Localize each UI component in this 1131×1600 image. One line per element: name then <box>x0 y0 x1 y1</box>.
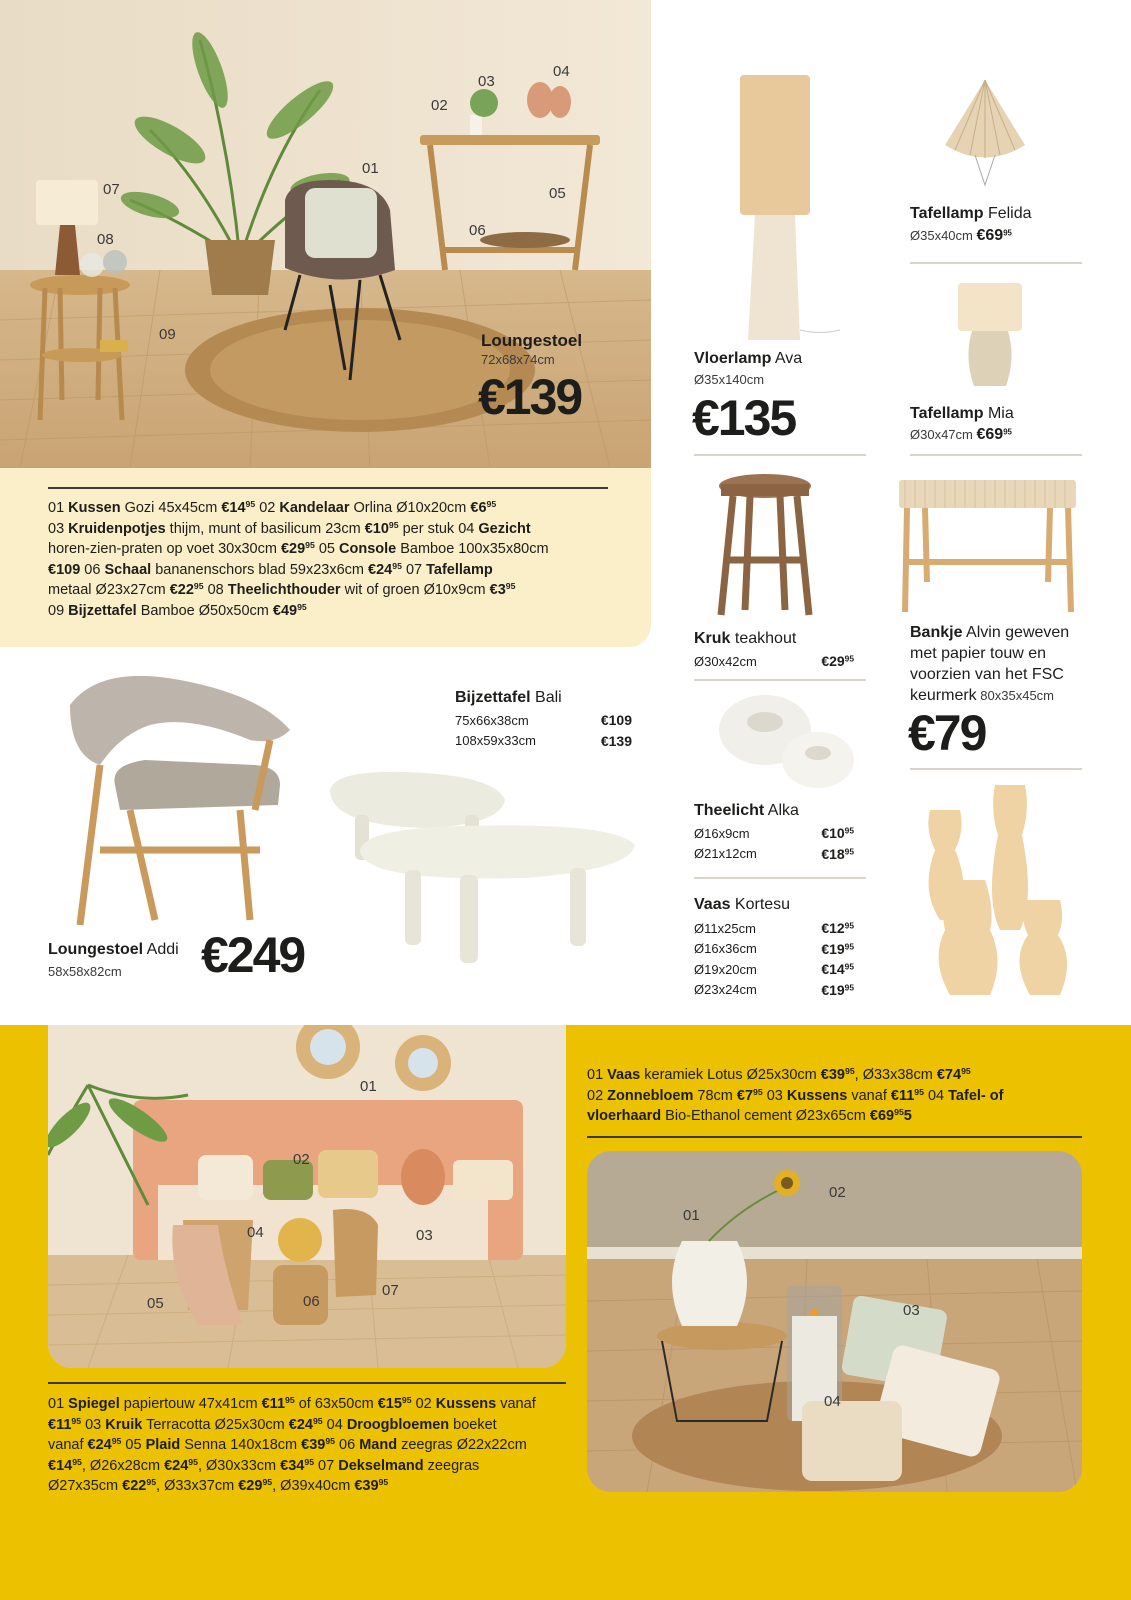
bottom-left-caption-text: 07 <box>314 1457 339 1474</box>
top-caption-text: 09 <box>48 602 69 619</box>
bottom-left-caption-price-cents: 95 <box>325 1436 336 1447</box>
mia-dims <box>910 426 1012 444</box>
top-caption-text: Orlina Ø10x20cm <box>349 500 471 516</box>
vaas-row-dim: Ø11x25cm <box>694 920 756 936</box>
theelicht-divider <box>694 877 866 879</box>
loungestoel-title: Loungestoel <box>481 331 583 350</box>
top-caption-text: horen-zien-praten op voet 30x30cm <box>48 541 281 558</box>
addi-title-bold: Loungestoel <box>48 941 144 958</box>
bottom-left-caption-text: Terracotta Ø25x30cm <box>142 1416 289 1433</box>
bottom-left-caption-bold-text: €24 <box>87 1437 112 1454</box>
felida-title-bold: Tafellamp <box>910 205 984 222</box>
bottom-left-caption-bold-text: Dekselmand <box>338 1457 424 1474</box>
theelicht-row-cents: 95 <box>844 825 854 836</box>
hero-number-03: 03 <box>478 73 495 90</box>
bottom-left-caption-line <box>48 1476 578 1497</box>
top-caption-divider <box>48 487 608 489</box>
hero-number-06: 06 <box>469 222 486 239</box>
theelicht-row <box>694 823 854 844</box>
top-caption-text: 03 <box>48 520 69 537</box>
bottom-left-caption-text: zeegras <box>423 1457 480 1474</box>
bl-number-04: 04 <box>247 1224 264 1241</box>
hero-number-02: 02 <box>431 97 448 114</box>
theelicht-row-dim: Ø21x12cm <box>694 846 757 862</box>
top-caption-text: Bamboe Ø50x50cm <box>136 602 273 619</box>
vloerlamp-divider <box>694 454 866 456</box>
top-caption-bold-text: Tafellamp <box>426 561 493 578</box>
top-caption-bold-text: Bijzettafel <box>68 602 137 619</box>
bottom-left-caption-bold-text: €39 <box>354 1478 379 1495</box>
top-caption-bold-text: Schaal <box>104 561 152 578</box>
top-caption-text: 07 <box>401 561 427 578</box>
bottom-left-caption-bold-text: Mand <box>359 1437 398 1454</box>
vaas-row-price: €12 <box>821 920 845 937</box>
vloerlamp-title <box>694 350 802 368</box>
bottom-left-caption-line <box>48 1394 578 1415</box>
addi-title-rest: Addi <box>143 941 179 958</box>
bottom-left-caption-price-cents: 95 <box>72 1457 82 1467</box>
vaas-row <box>694 918 854 939</box>
bottom-left-divider <box>48 1382 566 1384</box>
bottom-left-caption-bold-text: €15 <box>377 1396 402 1412</box>
mia-title <box>910 405 1014 423</box>
top-caption-bold-text: €49 <box>272 602 298 619</box>
bottom-right-caption-line <box>587 1106 1087 1127</box>
vloerlamp-dims: Ø35x140cm <box>694 372 765 387</box>
bottom-left-caption-line <box>48 1435 578 1456</box>
bottom-left-caption-line <box>48 1415 578 1436</box>
top-caption-text: 08 <box>203 582 228 599</box>
bottom-right-caption-bold-text: €69 <box>869 1108 895 1125</box>
kruk-title-rest: teakhout <box>730 630 797 647</box>
bottom-left-caption-text: of 63x50cm <box>294 1396 378 1412</box>
addi-dims: 58x58x82cm <box>48 964 122 979</box>
top-caption-bold-text: Kussen <box>68 500 121 516</box>
bottom-right-caption-price-cents: 95 <box>914 1086 924 1097</box>
felida-title <box>910 205 1032 223</box>
theelicht-row-cents: 95 <box>844 846 854 857</box>
felida-dims <box>910 227 1012 245</box>
top-caption-text: Bamboe 100x35x80cm <box>396 541 549 558</box>
top-caption-text: 01 <box>48 500 69 516</box>
top-caption-price-cents: 95 <box>486 499 497 510</box>
kruk-title <box>694 630 796 648</box>
bottom-left-caption-bold-text: €29 <box>238 1478 263 1495</box>
mia-title-rest: Mia <box>983 405 1014 422</box>
bankje-title-rest: Alvin geweven met papier touw en voorzien van het FSC keurmerk <box>910 624 1070 704</box>
theelicht-image <box>710 690 860 795</box>
bottom-right-caption-bold-text: vloerhaard <box>587 1108 662 1125</box>
bottom-right-caption-text: Bio-Ethanol cement Ø23x65cm <box>661 1108 870 1125</box>
top-caption-bold-text: Kandelaar <box>279 500 350 516</box>
bottom-left-caption-price-cents: 95 <box>262 1477 273 1488</box>
vaas-row-dim: Ø16x36cm <box>694 941 757 957</box>
top-caption-line <box>48 498 628 519</box>
top-caption-bold-text: Gezicht <box>478 520 531 537</box>
bottom-right-caption-text: vanaf <box>847 1087 891 1104</box>
vaas-row-price: €19 <box>821 940 845 957</box>
bottom-right-caption-line <box>587 1086 1087 1107</box>
bottom-left-caption-bold-text: €22 <box>122 1478 147 1495</box>
vaas-title-rest: Kortesu <box>730 896 791 913</box>
bottom-left-caption-bold-text: €14 <box>48 1457 73 1474</box>
bottom-left-caption-bold-text: €11 <box>48 1416 72 1433</box>
mia-dims-text: Ø30x47cm <box>910 427 973 442</box>
bali-row-dim: 108x59x33cm <box>455 733 536 749</box>
bottom-right-caption-bold-text: 5 <box>903 1108 912 1125</box>
theelicht-row <box>694 844 854 865</box>
vaas-row-price: €14 <box>821 961 845 978</box>
bottom-right-caption-bold-text: €39 <box>820 1067 845 1083</box>
felida-price: €69 <box>976 227 1004 244</box>
vaas-row-price: €19 <box>821 981 845 998</box>
vaas-row <box>694 939 854 960</box>
bottom-left-caption-bold-text: €34 <box>280 1457 305 1474</box>
kruk-title-bold: Kruk <box>694 630 731 647</box>
bottom-left-caption-text: 03 <box>81 1416 106 1433</box>
top-caption-text: 06 <box>80 561 105 578</box>
bottom-left-caption-bold-text: €39 <box>301 1437 326 1454</box>
bottom-right-caption-bold-text: Tafel- of <box>948 1087 1004 1104</box>
top-product-caption <box>48 498 628 622</box>
bottom-left-caption-price-cents: 95 <box>312 1415 323 1426</box>
felida-image <box>935 75 1035 195</box>
theelicht-row-price: €10 <box>821 825 845 842</box>
bl-number-06: 06 <box>303 1293 320 1310</box>
bottom-left-caption-text: 02 <box>411 1396 436 1412</box>
bankje-title <box>910 622 1100 706</box>
bottom-right-caption-bold-text: Zonnebloem <box>607 1087 694 1104</box>
bottom-right-caption-text: , Ø33x38cm <box>854 1067 937 1083</box>
top-caption-bold-text: €3 <box>489 582 506 599</box>
vaas-row-dim: Ø19x20cm <box>694 961 757 977</box>
bali-price-list <box>455 710 632 751</box>
bottom-left-caption-text: Senna 140x18cm <box>180 1437 302 1454</box>
bl-number-07: 07 <box>382 1282 399 1299</box>
bankje-dims: 80x35x45cm <box>976 688 1055 703</box>
bali-row <box>455 710 632 731</box>
bottom-right-caption-bold-text: €11 <box>890 1087 915 1104</box>
bali-row-dim: 75x66x38cm <box>455 712 529 728</box>
bottom-right-caption-bold-text: Kussens <box>786 1087 848 1104</box>
bottom-right-caption-text: keramiek Lotus Ø25x30cm <box>640 1067 821 1083</box>
bottom-left-caption-text: , Ø26x28cm <box>81 1457 165 1474</box>
hero-number-04: 04 <box>553 63 570 80</box>
loungestoel-price: €139 <box>478 369 582 425</box>
bali-row-price: €109 <box>600 712 632 729</box>
top-caption-text: 05 <box>314 541 340 558</box>
bali-title-rest: Bali <box>530 689 562 706</box>
top-caption-line <box>48 539 628 560</box>
vaas-row-cents: 95 <box>844 941 854 952</box>
top-caption-line <box>48 519 628 540</box>
addi-chair-image <box>60 670 300 930</box>
top-caption-bold-text: €24 <box>368 561 393 578</box>
hero-number-07: 07 <box>103 181 120 198</box>
top-caption-bold-text: Theelichthouder <box>227 582 341 599</box>
vloerlamp-title-bold: Vloerlamp <box>694 350 772 367</box>
top-caption-bold-text: €14 <box>221 500 246 516</box>
theelicht-row-price: €18 <box>821 845 845 862</box>
top-caption-price-cents: 95 <box>297 602 307 613</box>
vloerlamp-price: €135 <box>692 390 796 446</box>
bottom-left-photo <box>48 1025 566 1368</box>
br-number-04: 04 <box>824 1393 841 1410</box>
vaas-image <box>910 780 1080 1005</box>
top-caption-bold-text: €22 <box>169 582 194 599</box>
top-caption-text: 02 <box>255 500 280 516</box>
bali-title <box>455 689 562 707</box>
bl-number-02: 02 <box>293 1151 310 1168</box>
addi-title <box>48 941 179 959</box>
bottom-right-caption-text: 78cm <box>693 1087 737 1104</box>
bankje-title-bold: Bankje <box>910 624 963 641</box>
bottom-left-caption-bold-text: €11 <box>261 1396 286 1412</box>
bottom-left-caption-price-cents: 95 <box>188 1457 198 1467</box>
bottom-right-caption <box>587 1065 1087 1127</box>
felida-divider <box>910 262 1082 264</box>
bottom-right-caption-price-cents: 95 <box>844 1066 855 1077</box>
mia-divider <box>910 454 1082 456</box>
top-caption-price-cents: 95 <box>392 561 402 571</box>
top-caption-price-cents: 95 <box>388 519 399 530</box>
bottom-left-caption-text: , Ø30x33cm <box>197 1457 281 1474</box>
top-caption-text: metaal Ø23x27cm <box>48 582 170 599</box>
bali-tables-image <box>325 770 640 970</box>
top-caption-line <box>48 601 628 622</box>
br-number-02: 02 <box>829 1184 846 1201</box>
kruk-divider <box>694 679 866 681</box>
top-caption-bold-text: €109 <box>48 561 81 578</box>
bottom-right-divider <box>587 1136 1082 1138</box>
vaas-row-cents: 95 <box>844 961 854 972</box>
bottom-right-caption-text: 03 <box>762 1087 787 1104</box>
vaas-row-dim: Ø23x24cm <box>694 982 757 998</box>
bottom-left-caption-text: vanaf <box>496 1396 536 1412</box>
bottom-left-caption-text: 05 <box>121 1437 146 1454</box>
br-number-03: 03 <box>903 1302 920 1319</box>
hero-number-01: 01 <box>362 160 379 177</box>
vaas-row <box>694 980 854 1001</box>
bottom-right-caption-text: 04 <box>923 1087 949 1104</box>
bankje-divider <box>910 768 1082 770</box>
top-caption-price-cents: 95 <box>245 499 256 510</box>
top-caption-line <box>48 560 628 581</box>
vaas-row <box>694 959 854 980</box>
bali-row <box>455 731 632 752</box>
bottom-left-caption-text: 04 <box>322 1416 347 1433</box>
theelicht-row-dim: Ø16x9cm <box>694 825 750 841</box>
bottom-left-caption-bold-text: Kussens <box>435 1396 497 1412</box>
bottom-left-caption-price-cents: 95 <box>401 1395 412 1406</box>
hero-number-08: 08 <box>97 231 114 248</box>
bali-row-price: €139 <box>600 732 632 749</box>
bottom-right-caption-price-cents: 95 <box>894 1107 904 1118</box>
bottom-left-caption-text: papiertouw 47x41cm <box>119 1396 262 1412</box>
bottom-left-caption-text: vanaf <box>48 1437 88 1454</box>
theelicht-title <box>694 802 799 820</box>
bottom-right-photo <box>587 1151 1082 1492</box>
felida-title-rest: Felida <box>983 205 1032 222</box>
bottom-right-caption-bold-text: €7 <box>736 1087 754 1104</box>
mia-title-bold: Tafellamp <box>910 405 984 422</box>
bottom-left-caption-price-cents: 95 <box>304 1457 315 1467</box>
bottom-left-caption-bold-text: €24 <box>164 1457 189 1474</box>
bottom-left-caption-text: , Ø39x40cm <box>272 1478 355 1495</box>
mia-price-cents: 95 <box>1003 427 1012 437</box>
bali-title-bold: Bijzettafel <box>455 689 531 706</box>
bottom-left-caption-price-cents: 95 <box>71 1415 82 1426</box>
br-number-01: 01 <box>683 1207 700 1224</box>
bottom-left-caption-text: , Ø33x37cm <box>156 1478 239 1495</box>
kruk-price-cents: 95 <box>844 653 854 664</box>
felida-dims-text: Ø35x40cm <box>910 228 973 243</box>
bankje-price: €79 <box>908 705 986 761</box>
kruk-dims: Ø30x42cm <box>694 653 757 669</box>
mia-price: €69 <box>976 426 1004 443</box>
bottom-left-caption-text: 06 <box>335 1437 360 1454</box>
mia-image <box>950 278 1030 393</box>
bottom-left-caption-bold-text: Spiegel <box>68 1396 120 1412</box>
top-caption-price-cents: 95 <box>305 540 315 551</box>
bottom-right-caption-bold-text: Vaas <box>607 1067 641 1083</box>
bl-number-01: 01 <box>360 1078 377 1095</box>
bottom-left-caption-price-cents: 95 <box>146 1477 157 1488</box>
bottom-left-caption <box>48 1394 578 1497</box>
top-caption-bold-text: €29 <box>280 541 306 558</box>
addi-price: €249 <box>201 927 305 983</box>
bottom-left-caption-price-cents: 95 <box>111 1436 122 1447</box>
top-caption-line <box>48 580 628 601</box>
bottom-left-caption-bold-text: €24 <box>288 1416 313 1433</box>
theelicht-price-list <box>694 823 854 864</box>
bottom-left-caption-price-cents: 95 <box>285 1395 295 1406</box>
vloerlamp-title-rest: Ava <box>771 350 803 367</box>
felida-price-cents: 95 <box>1003 228 1012 238</box>
theelicht-title-bold: Theelicht <box>694 802 765 819</box>
top-caption-bold-text: Console <box>339 541 397 558</box>
bottom-right-caption-text: 01 <box>587 1067 608 1083</box>
hero-number-05: 05 <box>549 185 566 202</box>
vaas-row-cents: 95 <box>844 920 854 931</box>
theelicht-title-rest: Alka <box>764 802 799 819</box>
top-caption-bold-text: €10 <box>364 520 389 537</box>
kruk-price: €29 <box>821 653 845 670</box>
bankje-image <box>895 472 1080 617</box>
bottom-left-caption-bold-text: Kruik <box>105 1416 143 1433</box>
bottom-left-caption-price-cents: 95 <box>378 1477 389 1488</box>
kruk-price-row <box>694 651 854 672</box>
top-caption-bold-text: €6 <box>470 500 487 516</box>
bl-number-03: 03 <box>416 1227 433 1244</box>
top-caption-text: per stuk 04 <box>398 520 479 537</box>
top-caption-price-cents: 95 <box>505 581 516 592</box>
bottom-left-caption-text: zeegras Ø22x22cm <box>397 1437 527 1454</box>
vaas-row-cents: 95 <box>844 982 854 993</box>
bottom-right-caption-price-cents: 95 <box>753 1086 763 1097</box>
bottom-left-caption-bold-text: Droogbloemen <box>346 1416 450 1433</box>
bl-number-05: 05 <box>147 1295 164 1312</box>
top-caption-text: Gozi 45x45cm <box>120 500 222 516</box>
top-caption-text: wit of groen Ø10x9cm <box>340 582 490 599</box>
bottom-left-caption-text: 01 <box>48 1396 69 1412</box>
bottom-right-caption-line <box>587 1065 1087 1086</box>
top-caption-bold-text: Kruidenpotjes <box>68 520 166 537</box>
bottom-left-caption-bold-text: Plaid <box>145 1437 181 1454</box>
bottom-left-caption-line <box>48 1456 578 1477</box>
loungestoel-dims: 72x68x74cm <box>481 352 555 367</box>
vaas-price-list <box>694 918 854 1000</box>
kruk-image <box>715 470 815 620</box>
vaas-title-bold: Vaas <box>694 896 731 913</box>
bottom-left-caption-text: Ø27x35cm <box>48 1478 123 1495</box>
top-caption-text: bananenschors blad 59x23x6cm <box>151 561 369 578</box>
bottom-right-caption-bold-text: €74 <box>936 1067 962 1083</box>
hero-number-09: 09 <box>159 326 176 343</box>
bottom-right-caption-price-cents: 95 <box>961 1066 971 1077</box>
top-caption-text: thijm, munt of basilicum 23cm <box>165 520 365 537</box>
bottom-left-caption-text: boeket <box>449 1416 497 1433</box>
bottom-right-caption-text: 02 <box>587 1087 608 1104</box>
vaas-title <box>694 896 790 914</box>
vloerlamp-image <box>690 60 860 345</box>
top-caption-price-cents: 95 <box>193 581 204 592</box>
